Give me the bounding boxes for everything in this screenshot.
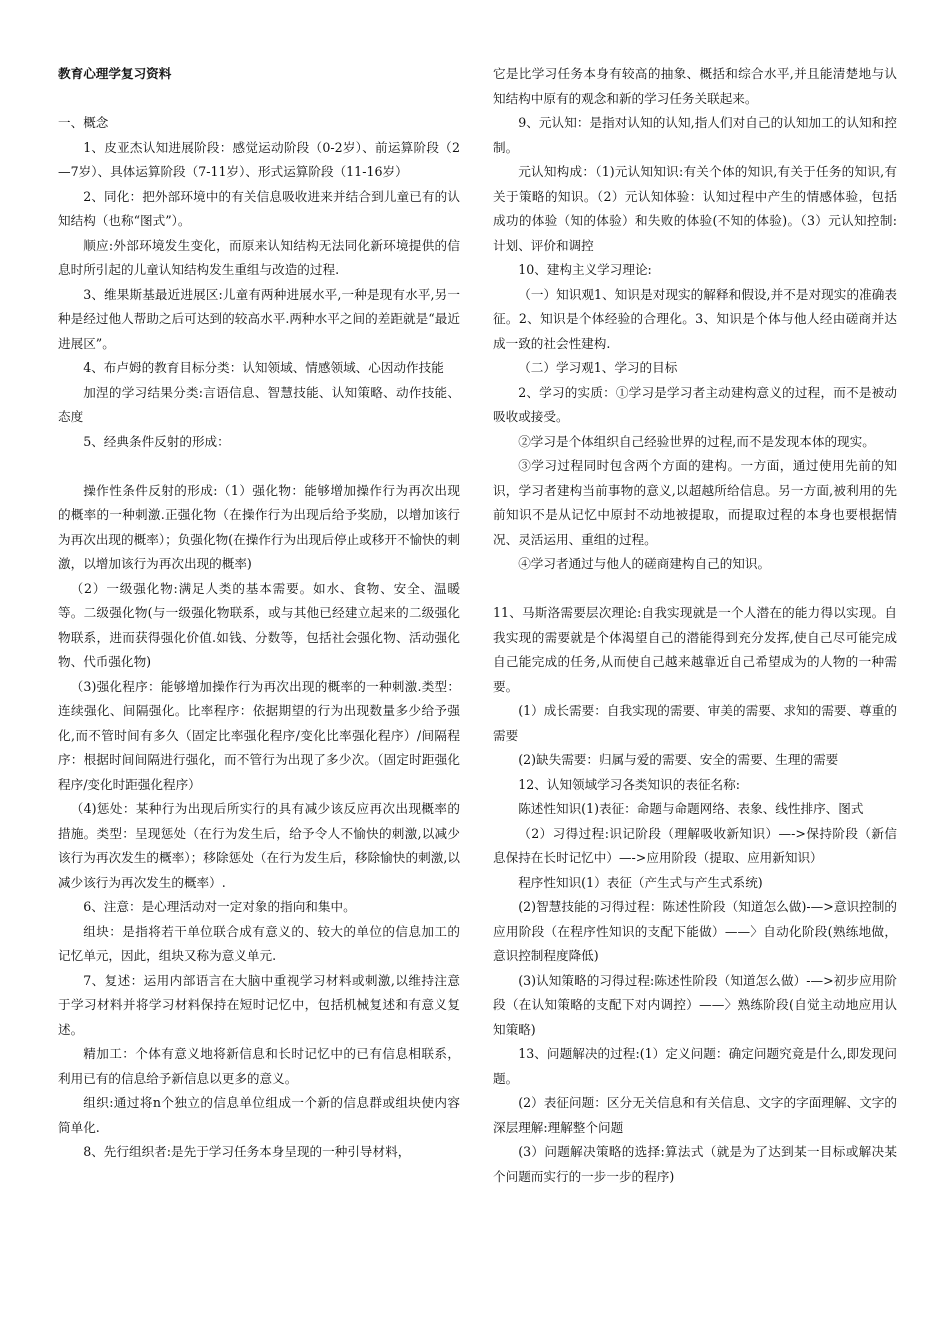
paragraph: （2）一级强化物:满足人类的基本需要。如水、食物、安全、温暖等。二级强化物(与一级强化物联系，或与其他已经建立起来的二级强化物联系，进而获得强化价值.如钱、分数等，包括社会强化物、活动强化物、代币强化物) (58, 580, 460, 669)
paragraph: 操作性条件反射的形成:（1）强化物：能够增加操作行为再次出现的概率的一种刺激.正强化物（在操作行为出现后给予奖励，以增加该行为再次出现的概率）；负强化物(在操作行为出现后停止或移开不愉快的刺激，以增加该行为再次出现的概率) (58, 482, 460, 571)
document-title: 教育心理学复习资料 (58, 66, 172, 81)
paragraph: 6、注意：是心理活动对一定对象的指向和集中。 (83, 899, 356, 914)
paragraph: (1）成长需要：自我实现的需要、审美的需要、求知的需要、尊重的需要 (493, 703, 897, 743)
paragraph: 元认知构成：（1)元认知知识:有关个体的知识,有关于任务的知识,有关于策略的知识。（2）元认知体验：认知过程中产生的情感体验，包括成功的体验（知的体验）和失败的体验(不知的体验)。（3）元认知控制:计划、评价和调控 (493, 164, 897, 253)
paragraph: 9、元认知：是指对认知的认知,指人们对自己的认知加工的认知和控制。 (493, 115, 897, 155)
left-column (58, 62, 460, 1165)
paragraph: 13、问题解决的过程:(1）定义问题：确定问题究竟是什么,即发现问题。 (493, 1046, 897, 1086)
paragraph: （2）习得过程:识记阶段（理解吸收新知识）—->保持阶段（新信息保持在长时记忆中）—->应用阶段（提取、应用新知识） (493, 825, 897, 865)
paragraph: (3)认知策略的习得过程:陈述性阶段（知道怎么做）-—>初步应用阶段（在认知策略的支配下对内调控）——〉熟练阶段(自觉主动地应用认知策略) (493, 972, 897, 1037)
paragraph: 1、皮亚杰认知进展阶段：感觉运动阶段（0-2岁）、前运算阶段（2—7岁）、具体运算阶段（7-11岁）、形式运算阶段（11-16岁） (58, 139, 460, 179)
paragraph: 11、马斯洛需要层次理论:自我实现就是一个人潜在的能力得以实现。自我实现的需要就是个体渴望自己的潜能得到充分发挥,使自己尽可能完成自己能完成的任务,从而使自己越来越靠近自己希望成为的人物的一种需要。 (493, 605, 897, 694)
paragraph: 程序性知识(1）表征（产生式与产生式系统) (518, 874, 763, 890)
paragraph: (3）问题解决策略的选择:算法式（就是为了达到某一目标或解决某个问题而实行的一步一步的程序) (493, 1144, 897, 1184)
paragraph: ④学习者通过与他人的磋商建构自己的知识。 (518, 556, 771, 571)
spacer (493, 577, 897, 602)
spacer (58, 454, 460, 479)
paragraph: 3、维果斯基最近进展区:儿童有两种进展水平,一种是现有水平,另一种是经过他人帮助之后可达到的较高水平.两种水平之间的差距就是“最近进展区”。 (58, 286, 460, 351)
paragraph: 组织:通过将n个独立的信息单位组成一个新的信息群或组块使内容简单化. (58, 1095, 460, 1135)
paragraph: （3)强化程序：能够增加操作行为再次出现的概率的一种刺激.类型：连续强化、间隔强化。比率程序：依据期望的行为出现数量多少给予强化,而不管时间有多久（固定比率强化程序/变化比率强化程序）/间隔程序：根据时间间隔进行强化，而不管行为出现了多少次。（固定时距强化程序/变化时距强化程序） (58, 678, 460, 792)
paragraph: ③学习过程同时包含两个方面的建构。一方面，通过使用先前的知识，学习者建构当前事物的意义,以超越所给信息。另一方面,被利用的先前知识不是从记忆中原封不动地被提取，而提取过程的本身也要根据情况、灵活运用、重组的过程。 (493, 458, 897, 547)
paragraph: 顺应:外部环境发生变化，而原来认知结构无法同化新环境提供的信息时所引起的儿童认知结构发生重组与改造的过程. (58, 237, 460, 277)
paragraph: 组块：是指将若干单位联合成有意义的、较大的单位的信息加工的记忆单元，因此，组块又称为意义单元. (58, 923, 460, 963)
paragraph: 陈述性知识(1)表征：命题与命题网络、表象、线性排序、图式 (518, 801, 864, 816)
paragraph: 精加工：个体有意义地将新信息和长时记忆中的已有信息相联系，利用已有的信息给予新信息以更多的意义。 (58, 1046, 460, 1086)
right-column (493, 62, 897, 1189)
paragraph: （4)惩处：某种行为出现后所实行的具有减少该反应再次出现概率的措施。类型：呈现惩处（在行为发生后，给予令人不愉快的刺激,以减少该行为再次发生的概率）；移除惩处（在行为发生后，移除愉快的刺激,以减少该行为再次发生的概率）. (58, 801, 460, 890)
paragraph: ②学习是个体组织自己经验世界的过程,而不是发现本体的现实。 (518, 433, 875, 449)
paragraph: 2、同化：把外部环境中的有关信息吸收进来并结合到儿童已有的认知结构（也称“图式”）。 (58, 188, 460, 228)
paragraph: (2)智慧技能的习得过程：陈述性阶段（知道怎么做)-—>意识控制的应用阶段（在程序性知识的支配下能做）——〉自动化阶段(熟练地做，意识控制程度降低) (493, 899, 897, 963)
paragraph: 它是比学习任务本身有较高的抽象、概括和综合水平,并且能清楚地与认知结构中原有的观念和新的学习任务关联起来。 (493, 66, 897, 106)
paragraph: 5、经典条件反射的形成： (83, 433, 230, 449)
paragraph: （一）知识观1、知识是对现实的解释和假设,并不是对现实的准确表征。2、知识是个体经验的合理化。3、知识是个体与他人经由磋商并达成一致的社会性建构. (493, 286, 897, 351)
paragraph: 加涅的学习结果分类:言语信息、智慧技能、认知策略、动作技能、态度 (58, 384, 460, 424)
section-heading: 一、概念 (58, 115, 109, 130)
paragraph: (2)缺失需要：归属与爱的需要、安全的需要、生理的需要 (518, 752, 839, 767)
paragraph: 10、建构主义学习理论: (518, 262, 652, 277)
paragraph: 12、认知领域学习各类知识的表征名称: (518, 776, 740, 792)
paragraph: 4、布卢姆的教育目标分类：认知领域、情感领域、心因动作技能 (83, 360, 444, 375)
paragraph: 8、先行组织者:是先于学习任务本身呈现的一种引导材料， (83, 1144, 411, 1159)
paragraph: (2）表征问题：区分无关信息和有关信息、文字的字面理解、文字的深层理解:理解整个问题 (493, 1095, 897, 1135)
spacer (58, 87, 460, 112)
paragraph: （二）学习观1、学习的目标 (518, 360, 678, 375)
paragraph: 2、学习的实质：①学习是学习者主动建构意义的过程，而不是被动吸收或接受。 (493, 384, 897, 424)
paragraph: 7、复述：运用内部语言在大脑中重视学习材料或刺激,以维持注意于学习材料并将学习材料保持在短时记忆中，包括机械复述和有意义复述。 (58, 972, 460, 1037)
